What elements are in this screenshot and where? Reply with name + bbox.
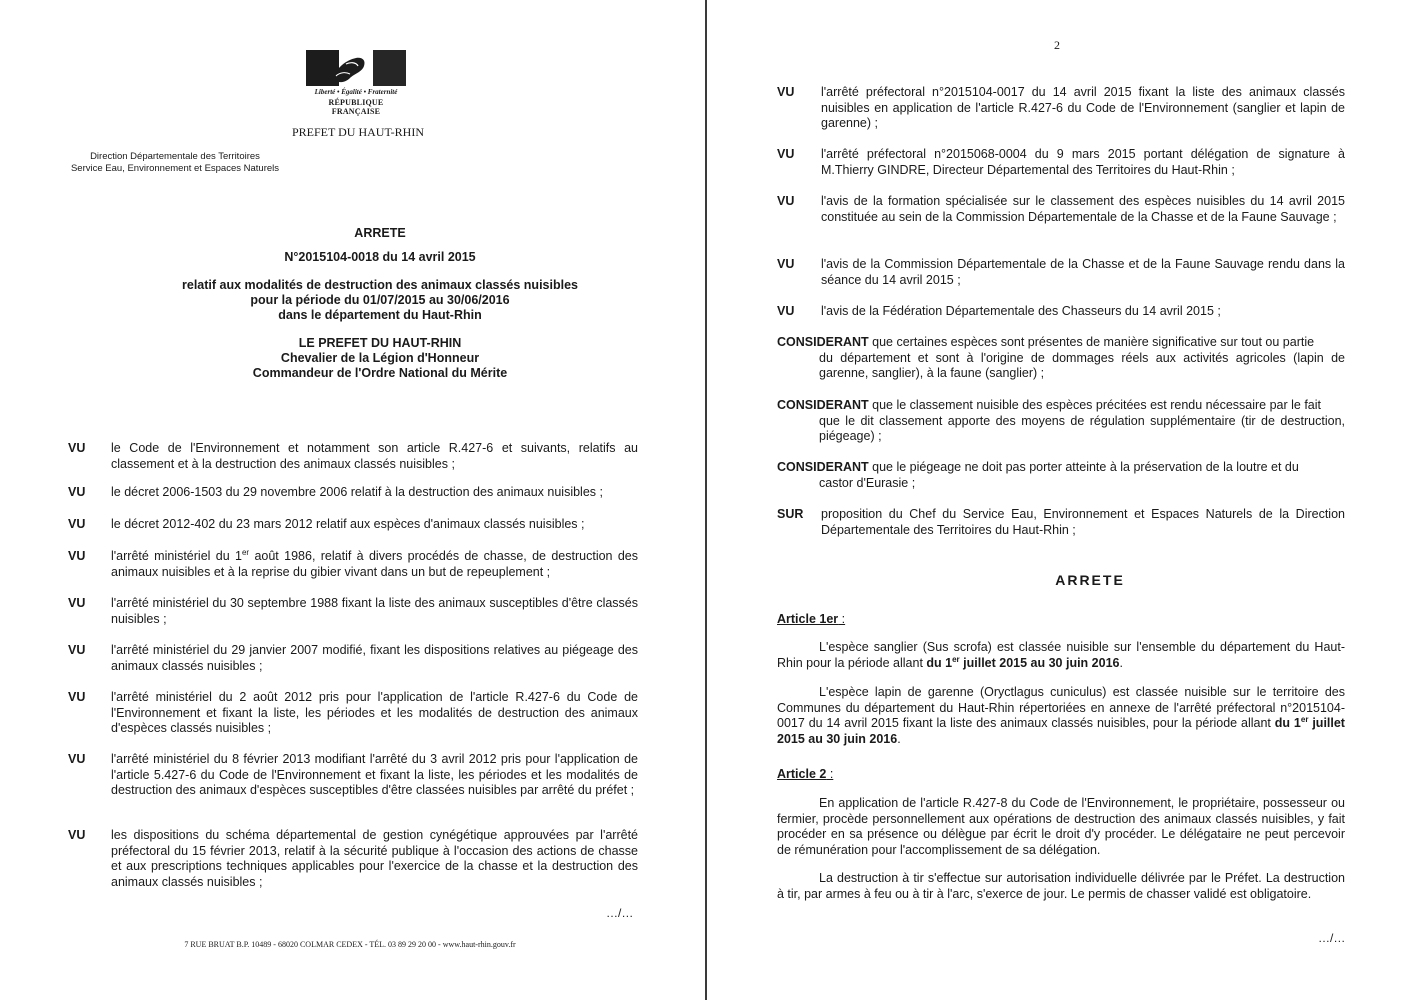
prefet-line: LE PREFET DU HAUT-RHIN <box>298 336 462 350</box>
continue-mark: …/… <box>1318 931 1346 945</box>
vu-text: le décret 2012-402 du 23 mars 2012 relatif aux espèces d'animaux classés nuisibles ; <box>111 517 585 531</box>
vu-text: l'arrêté préfectoral n°2015068-0004 du 9 mars 2015 portant délégation de signature à M.Thierry GINDRE, Directeur Départemental des Territoires du Haut-Rhin ; <box>821 147 1345 177</box>
vu-text-part: août 1986, relatif à divers procédés de chasse, de destruction des animaux nuisibles et à la reprise du gibier vivant dans un but de repeuplement ; <box>111 549 639 579</box>
article-1-paragraph <box>777 640 1345 671</box>
vu-keyword: VU <box>777 85 795 99</box>
vu-text: l'avis de la formation spécialisée sur le classement des espèces nuisibles du 14 avril 2015 constituée au sein de la Commission Départementale de la Chasse et de la Faune Sauvage ; <box>821 194 1345 224</box>
subject-line: pour la période du 01/07/2015 au 30/06/2016 <box>250 293 510 307</box>
para-text: L'espèce lapin de garenne (Oryctlagus cuniculus) est classée nuisible sur le territoire des Communes du département du Haut-Rhin répertoriées en annexe de l'arrêté préfectoral n°2015104-0017 du 14 avril 2015 fixant la liste des animaux classés nuisibles, pour la période allant <box>777 685 1345 730</box>
marianne-logo <box>304 50 408 116</box>
logo-motto: Liberté • Égalité • Fraternité <box>314 88 398 96</box>
para-bold <box>926 656 1119 670</box>
vu-text: l'arrêté ministériel du 2 août 2012 pris pour l'application de l'article R.427-6 du Code de l'Environnement et fixant la liste, les périodes et les modalités de destruction des animaux d'espèces classés nuisibles ; <box>111 690 638 735</box>
para-bold-text: du 1 <box>926 655 953 670</box>
vu-sup: er <box>241 547 250 557</box>
prefet-titles <box>100 336 660 381</box>
logo-republique: RÉPUBLIQUE FRANÇAISE <box>328 98 384 116</box>
para-text: L'espèce sanglier (Sus scrofa) est classée nuisible sur l'ensemble du département du Haut-Rhin pour la période allant <box>777 640 1345 670</box>
para-sup: er <box>1300 714 1309 724</box>
footer-address: 7 RUE BRUAT B.P. 10489 - 68020 COLMAR CEDEX - TÉL. 03 89 29 20 00 - www.haut-rhin.gouv.fr <box>184 940 516 949</box>
para-text: . <box>897 731 901 746</box>
article-1-heading <box>777 612 845 626</box>
vu-keyword: VU <box>68 596 86 610</box>
direction-line: Direction Départementale des Territoires <box>90 151 260 162</box>
vu-keyword: VU <box>68 643 86 657</box>
vu-text: l'avis de la Commission Départementale de la Chasse et de la Faune Sauvage rendu dans la séance du 14 avril 2015 ; <box>821 257 1345 287</box>
page-divider <box>705 0 707 1000</box>
vu-text: l'arrêté ministériel du 8 février 2013 modifiant l'arrêté du 3 avril 2012 pris pour l'application de l'article 5.427-6 du Code de l'Environnement et fixant la liste, les périodes et les modalités de destruction des animaux d'espèces susceptibles d'être classées nuisibles par arrêté du préfet ; <box>111 752 638 797</box>
article-heading-text: Article 1er <box>777 612 839 626</box>
arrete-title: ARRETE <box>1055 572 1125 588</box>
vu-keyword: VU <box>68 752 86 766</box>
vu-text: l'arrêté préfectoral n°2015104-0017 du 14 avril 2015 fixant la liste des animaux classés nuisibles en application de l'article R.427-6 du Code de l'Environnement (sanglier et lapin de garenne) ; <box>821 85 1345 130</box>
para-bold-text: juillet 2015 au 30 juin 2016 <box>777 716 1345 746</box>
vu-keyword: VU <box>777 257 795 271</box>
sur-keyword: SUR <box>777 507 804 521</box>
sur-text: proposition du Chef du Service Eau, Environnement et Espaces Naturels de la Direction Départementale des Territoires du Haut-Rhin ; <box>821 507 1345 537</box>
vu-text: le Code de l'Environnement et notamment son article R.427-6 et suivants, relatifs au classement et à la destruction des animaux classés nuisibles ; <box>111 441 638 471</box>
para-bold-text: juillet 2015 au 30 juin 2016 <box>959 655 1120 670</box>
vu-keyword: VU <box>777 304 795 318</box>
marianne-icon <box>306 50 406 86</box>
vu-keyword: VU <box>68 441 86 455</box>
considerant-text: du département et sont à l'origine de dommages réels aux activités agricoles (lapin de garenne, sanglier), à la faune (sanglier) ; <box>819 350 1345 380</box>
vu-text <box>111 549 638 580</box>
considerant-keyword: CONSIDERANT <box>777 335 869 349</box>
vu-keyword: VU <box>68 517 86 531</box>
arrete-subject <box>100 278 660 323</box>
subject-line: dans le département du Haut-Rhin <box>278 308 482 322</box>
para-sup: er <box>952 654 960 664</box>
para-text: . <box>1119 655 1123 670</box>
prefet-header: PREFET DU HAUT-RHIN <box>291 125 424 139</box>
considerant-keyword: CONSIDERANT <box>777 460 869 474</box>
article-colon: : <box>838 612 846 626</box>
vu-keyword: VU <box>68 549 86 563</box>
arrete-heading: ARRETE <box>354 226 406 240</box>
vu-text: les dispositions du schéma départemental de gestion cynégétique approuvées par l'arrêté préfectoral du 15 février 2013, relatif à la sécurité publique à l'occasion des actions de chasse et aux prescriptions techniques applicables pour l'exercice de la chasse et la destruction des animaux classés nuisibles ; <box>111 828 638 889</box>
vu-keyword: VU <box>68 828 86 842</box>
vu-text: le décret 2006-1503 du 29 novembre 2006 relatif à la destruction des animaux nuisibles ; <box>111 485 603 499</box>
vu-keyword: VU <box>68 690 86 704</box>
vu-text: l'arrêté ministériel du 30 septembre 1988 fixant la liste des animaux susceptibles d'être classés nuisibles ; <box>111 596 638 626</box>
considerant-text: que le classement nuisible des espèces précitées est rendu nécessaire par le fait <box>868 398 1322 412</box>
prefet-line: Commandeur de l'Ordre National du Mérite <box>252 366 508 380</box>
vu-text: l'arrêté ministériel du 29 janvier 2007 modifié, fixant les dispositions relatives au piégeage des animaux classés nuisibles ; <box>111 643 638 673</box>
article-2-paragraph: La destruction à tir s'effectue sur autorisation individuelle délivrée par le Préfet. La destruction à tir, par armes à feu ou à tir à l'arc, s'exerce de jour. Le permis de chasser validé est obligatoire. <box>777 871 1345 901</box>
considerant-keyword: CONSIDERANT <box>777 398 869 412</box>
para-bold-text: du 1 <box>1274 716 1301 730</box>
considerant-text: que le dit classement apporte des moyens de régulation supplémentaire (tir de destruction, piégeage) ; <box>819 413 1345 443</box>
considerant-item <box>777 398 1345 445</box>
left-page <box>0 0 706 1000</box>
considerant-text: castor d'Eurasie ; <box>819 475 916 490</box>
considerant-text: que le piégeage ne doit pas porter atteinte à la préservation de la loutre et du <box>868 460 1299 474</box>
vu-keyword: VU <box>68 485 86 499</box>
vu-keyword: VU <box>777 194 795 208</box>
vu-keyword: VU <box>777 147 795 161</box>
service-line: Service Eau, Environnement et Espaces Naturels <box>70 163 280 174</box>
continue-mark: …/… <box>606 906 634 920</box>
direction-block <box>40 151 310 175</box>
page-number: 2 <box>1054 38 1060 52</box>
vu-text-part: l'arrêté ministériel du 1 <box>111 549 242 563</box>
article-1-paragraph <box>777 685 1345 747</box>
article-heading-text: Article 2 <box>777 767 827 781</box>
vu-text: l'avis de la Fédération Départementale des Chasseurs du 14 avril 2015 ; <box>821 304 1221 318</box>
prefet-line: Chevalier de la Légion d'Honneur <box>280 351 480 365</box>
considerant-item <box>777 460 1345 491</box>
arrete-number: N°2015104-0018 du 14 avril 2015 <box>284 250 476 264</box>
subject-line: relatif aux modalités de destruction des animaux classés nuisibles <box>182 278 578 292</box>
considerant-text: que certaines espèces sont présentes de manière significative sur tout ou partie <box>868 335 1315 349</box>
article-2-paragraph: En application de l'article R.427-8 du Code de l'Environnement, le propriétaire, possesseur ou fermier, procède personnellement aux opérations de destruction des animaux classés nuisibles, y fait procéder en sa présence ou délègue par écrit le droit d'y procéder. Le délégataire ne peut percevoir de rémunération pour l'accomplissement de sa délégation. <box>777 796 1345 857</box>
article-2-heading <box>777 767 833 781</box>
article-colon: : <box>826 767 834 781</box>
considerant-item <box>777 335 1345 382</box>
